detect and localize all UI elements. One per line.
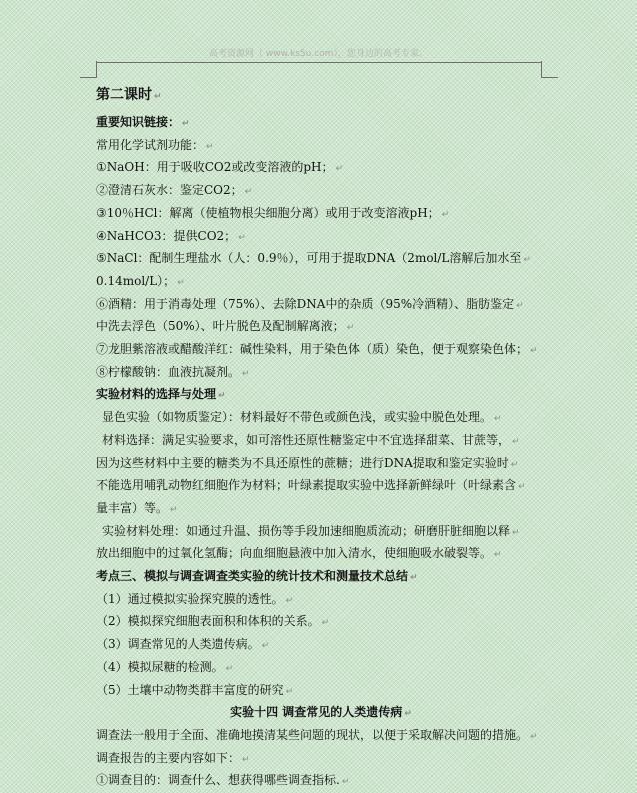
paragraph-mark-icon: ↵ xyxy=(523,255,531,266)
paragraph-mark-icon: ↵ xyxy=(182,119,190,129)
line-text: 调查法一般用于全面、准确地摸清某些问题的现状，以便于采取解决问题的措施。 xyxy=(96,727,529,742)
line-text: （1）通过模拟实验探究膜的透性。 xyxy=(96,591,284,606)
page-header: 高考资源网（ www.ks5u.com），您身边的高考专家。 xyxy=(209,49,428,59)
paragraph-mark-icon: ↵ xyxy=(206,141,214,152)
text-line xyxy=(96,725,546,748)
paragraph-mark-icon: ↵ xyxy=(404,709,412,720)
paragraph-mark-icon: ↵ xyxy=(530,731,538,742)
line-text: ⑧柠檬酸钠：血液抗凝剂。 xyxy=(96,364,241,379)
line-text: （2）模拟探究细胞表面积和体积的关系。 xyxy=(96,614,320,629)
paragraph-mark-icon: ↵ xyxy=(244,187,253,198)
paragraph-mark-icon: ↵ xyxy=(341,777,350,788)
text-line xyxy=(96,453,546,476)
line-text: 放出细胞中的过氧化氢酶；向血细胞悬液中加入清水，使细胞吸水破裂等。 xyxy=(96,546,493,561)
paragraph-mark-icon: ↵ xyxy=(518,482,526,493)
margin-corner-left xyxy=(80,61,97,78)
text-line xyxy=(96,498,546,521)
line-text: 量丰富）等。 xyxy=(96,500,169,515)
paragraph-mark-icon: ↵ xyxy=(242,754,250,765)
text-line xyxy=(96,226,546,249)
line-text: 第二课时 xyxy=(96,87,152,103)
text-line xyxy=(96,316,546,339)
line-text: 实验材料的选择与处理 xyxy=(96,387,217,402)
text-line xyxy=(96,543,546,566)
paragraph-mark-icon: ↵ xyxy=(285,686,294,697)
paragraph-mark-icon: ↵ xyxy=(510,459,519,470)
line-text: 实验材料处理：如通过升温、损伤等手段加速细胞质流动；研磨肝脏细胞以释 xyxy=(102,523,511,538)
line-text: 不能选用哺乳动物红细胞作为材料；叶绿素提取实验中选择新鲜绿叶（叶绿素含 xyxy=(96,478,517,493)
text-line xyxy=(96,657,546,680)
paragraph-mark-icon: ↵ xyxy=(410,573,418,584)
paragraph-mark-icon: ↵ xyxy=(494,414,502,425)
line-text: （4）模拟尿糖的检测。 xyxy=(96,659,224,674)
text-line xyxy=(96,271,546,294)
paragraph-mark-icon: ↵ xyxy=(516,300,524,311)
text-line xyxy=(96,407,546,430)
line-text: ④NaHCO3：提供CO2； xyxy=(96,228,237,243)
paragraph-mark-icon: ↵ xyxy=(218,391,226,402)
line-text: 显色实验（如物质鉴定）：材料最好不带色或颜色浅，或实验中脱色处理。 xyxy=(102,410,493,425)
section-heading xyxy=(96,384,546,407)
section-heading xyxy=(96,112,546,135)
paragraph-mark-icon: ↵ xyxy=(285,595,294,606)
paragraph-mark-icon: ↵ xyxy=(242,368,250,379)
paragraph-mark-icon: ↵ xyxy=(530,346,538,357)
text-line xyxy=(96,611,546,634)
line-text: 考点三、模拟与调查调查类实验的统计技术和测量技术总结 xyxy=(96,569,409,584)
paragraph-mark-icon: ↵ xyxy=(512,436,520,447)
line-text: 材料选择：满足实验要求，如可溶性还原性糖鉴定中不宜选择甜菜、甘蔗等， xyxy=(102,432,511,447)
paragraph-mark-icon: ↵ xyxy=(177,277,185,288)
header-rule xyxy=(96,62,541,63)
section-title xyxy=(96,84,546,108)
text-line xyxy=(96,362,546,385)
paragraph-mark-icon: ↵ xyxy=(321,618,330,629)
paragraph-mark-icon: ↵ xyxy=(346,323,355,334)
text-line xyxy=(96,634,546,657)
line-text: 0.14mol/L）； xyxy=(96,273,176,288)
document-body xyxy=(96,84,546,793)
text-line xyxy=(96,294,546,317)
text-line xyxy=(96,680,546,703)
line-text: ②澄清石灰水：鉴定CO2； xyxy=(96,183,243,198)
section-heading xyxy=(96,702,546,725)
line-text: ③10％HCl：解离（使植物根尖细胞分离）或用于改变溶液pH； xyxy=(96,205,440,220)
line-text: 中洗去浮色（50%）、叶片脱色及配制解离液； xyxy=(96,319,345,334)
paragraph-mark-icon: ↵ xyxy=(512,527,520,538)
line-text: ⑥酒精：用于消毒处理（75%）、去除DNA中的杂质（95%冷酒精）、脂肪鉴定 xyxy=(96,296,515,311)
line-text: 因为这些材料中主要的糖类为不具还原性的蔗糖；进行DNA提取和鉴定实验时 xyxy=(96,455,509,470)
paragraph-mark-icon: ↵ xyxy=(494,550,502,561)
paragraph-mark-icon: ↵ xyxy=(335,164,344,175)
line-text: ①调查目的：调查什么、想获得哪些调查指标. xyxy=(96,773,340,788)
paragraph-mark-icon: ↵ xyxy=(154,92,162,102)
line-text: （5）土壤中动物类群丰富度的研究 xyxy=(96,682,284,697)
line-text: ⑤NaCl：配制生理盐水（人：0.9％），可用于提取DNA（2mol/L溶解后加水至 xyxy=(96,251,522,266)
text-line xyxy=(96,157,546,180)
paragraph-mark-icon: ↵ xyxy=(261,641,270,652)
text-line xyxy=(96,430,546,453)
text-line xyxy=(96,748,546,771)
text-line xyxy=(96,521,546,544)
paragraph-mark-icon: ↵ xyxy=(238,232,246,243)
text-line xyxy=(96,589,546,612)
text-line xyxy=(96,203,546,226)
text-line xyxy=(96,339,546,362)
text-line xyxy=(96,770,546,793)
line-text: 实验十四 调查常见的人类遗传病 xyxy=(230,705,403,720)
text-line xyxy=(96,180,546,203)
margin-corner-right xyxy=(541,61,558,78)
paragraph-mark-icon: ↵ xyxy=(225,663,234,674)
paragraph-mark-icon: ↵ xyxy=(441,209,450,220)
text-line xyxy=(96,135,546,158)
paragraph-mark-icon: ↵ xyxy=(170,504,178,515)
line-text: 常用化学试剂功能： xyxy=(96,137,205,152)
text-line xyxy=(96,475,546,498)
line-text: 调查报告的主要内容如下： xyxy=(96,750,241,765)
line-text: （3）调查常见的人类遗传病。 xyxy=(96,637,260,652)
line-text: 重要知识链接： xyxy=(96,115,181,129)
line-text: ①NaOH：用于吸收CO2或改变溶液的pH； xyxy=(96,160,334,175)
text-line xyxy=(96,248,546,271)
section-heading xyxy=(96,566,546,589)
line-text: ⑦龙胆紫溶液或醋酸洋红：碱性染料，用于染色体（质）染色，便于观察染色体； xyxy=(96,342,529,357)
